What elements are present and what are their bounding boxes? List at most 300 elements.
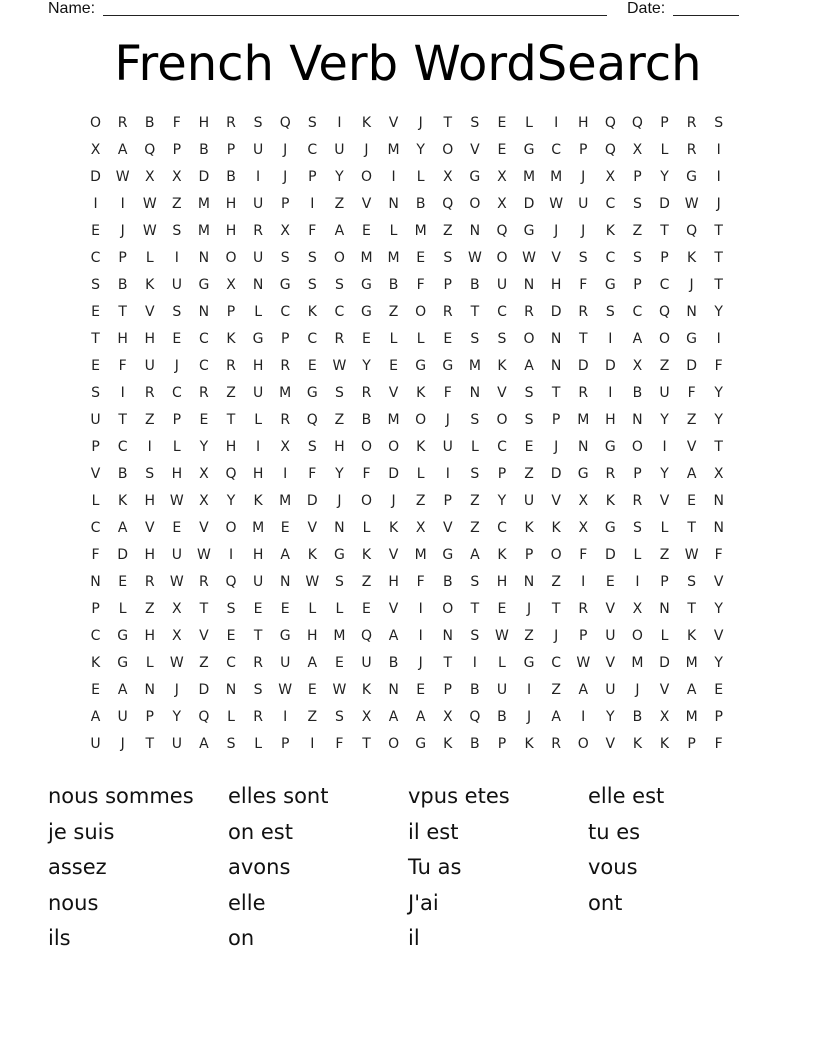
grid-letter: A (470, 547, 480, 563)
grid-letter: O (360, 439, 372, 455)
grid-letter: C (90, 520, 101, 536)
grid-letter: R (551, 736, 561, 752)
grid-letter: P (280, 331, 290, 347)
grid-letter: I (337, 115, 342, 131)
grid-letter: U (171, 547, 182, 563)
grid-letter: E (362, 331, 371, 347)
word-list-item: Tu as (408, 855, 462, 879)
grid-letter: N (198, 304, 210, 320)
grid-letter: W (169, 493, 184, 509)
grid-letter: B (117, 277, 128, 293)
grid-letter: Z (226, 385, 236, 401)
grid-letter: J (716, 196, 721, 212)
grid-letter: K (388, 520, 399, 536)
grid-letter: L (389, 331, 398, 347)
grid-letter: V (605, 655, 616, 671)
grid-letter: E (91, 304, 100, 320)
grid-letter: S (470, 412, 480, 428)
grid-letter: O (496, 250, 508, 266)
grid-letter: S (470, 115, 480, 131)
grid-letter: R (578, 385, 589, 401)
grid-letter: G (604, 520, 616, 536)
grid-letter: P (660, 574, 669, 590)
grid-letter: N (198, 250, 210, 266)
grid-letter: P (633, 466, 642, 482)
grid-letter: J (689, 277, 694, 293)
grid-letter: F (362, 466, 371, 482)
grid-letter: V (388, 601, 399, 617)
grid-letter: S (91, 385, 100, 401)
grid-letter: O (333, 250, 345, 266)
grid-row (82, 704, 734, 731)
grid-letter: J (283, 142, 288, 158)
grid-letter: W (576, 655, 591, 671)
grid-letter: I (256, 439, 261, 455)
grid-letter: E (172, 331, 182, 347)
grid-letter: J (418, 115, 423, 131)
grid-letter: X (442, 169, 453, 185)
grid-letter: M (468, 358, 481, 374)
grid-letter: F (443, 385, 452, 401)
grid-letter: H (307, 628, 318, 644)
grid-letter: Z (551, 682, 561, 698)
grid-letter: R (280, 412, 291, 428)
grid-letter: W (495, 628, 509, 644)
grid-letter: B (497, 709, 507, 725)
grid-letter: I (662, 439, 667, 455)
grid-letter: P (118, 250, 127, 266)
grid-letter: U (171, 736, 182, 752)
grid-letter: H (550, 277, 562, 293)
grid-row (82, 110, 734, 137)
grid-letter: D (198, 169, 210, 185)
grid-letter: U (578, 196, 589, 212)
grid-letter: P (91, 601, 100, 617)
grid-letter: T (714, 439, 723, 455)
grid-letter: W (169, 574, 184, 590)
grid-row (82, 488, 734, 515)
grid-letter: H (605, 412, 616, 428)
grid-letter: E (91, 358, 100, 374)
grid-letter: J (554, 223, 559, 239)
grid-letter: K (361, 547, 372, 563)
grid-letter: P (579, 628, 588, 644)
word-list-item: je suis (48, 819, 115, 844)
grid-letter: M (387, 250, 400, 266)
grid-letter: Y (714, 412, 723, 428)
grid-letter: C (497, 520, 507, 536)
grid-letter: C (90, 628, 101, 644)
grid-letter: U (90, 736, 101, 752)
grid-letter: T (118, 412, 127, 428)
grid-letter: P (579, 142, 588, 158)
grid-letter: H (225, 223, 237, 239)
grid-letter: G (604, 277, 616, 293)
grid-letter: Q (198, 709, 210, 725)
grid-letter: E (714, 682, 724, 698)
grid-letter: V (442, 520, 453, 536)
grid-letter: Y (335, 169, 344, 185)
grid-letter: I (120, 385, 125, 401)
grid-letter: O (577, 736, 589, 752)
grid-letter: R (686, 115, 697, 131)
grid-letter: G (686, 169, 698, 185)
grid-letter: G (361, 277, 372, 293)
grid-letter: S (307, 115, 317, 131)
grid-letter: V (551, 493, 561, 509)
grid-letter: K (253, 493, 263, 509)
grid-letter: G (415, 358, 427, 374)
grid-letter: U (659, 385, 670, 401)
grid-letter: Q (144, 142, 156, 158)
grid-letter: A (524, 358, 534, 374)
grid-letter: J (581, 169, 586, 185)
grid-letter: B (470, 277, 480, 293)
grid-letter: H (144, 547, 155, 563)
word-list (48, 779, 768, 957)
grid-letter: L (145, 250, 154, 266)
word-list-item: ils (48, 926, 71, 950)
grid-letter: H (252, 466, 264, 482)
grid-letter: Y (714, 304, 723, 320)
grid-letter: Z (442, 223, 453, 239)
grid-letter: W (522, 250, 536, 266)
grid-letter: A (632, 331, 643, 347)
grid-letter: L (227, 709, 235, 725)
grid-letter: Q (496, 223, 508, 239)
grid-letter: R (226, 358, 236, 374)
grid-letter: H (144, 493, 155, 509)
word-list-item: vous (588, 855, 638, 879)
grid-letter: P (660, 115, 669, 131)
grid-letter: X (632, 358, 643, 374)
grid-letter: H (225, 196, 237, 212)
grid-row (82, 596, 734, 623)
grid-letter: R (253, 709, 263, 725)
grid-letter: G (279, 277, 291, 293)
grid-letter: S (470, 628, 480, 644)
grid-letter: W (169, 655, 184, 671)
grid-letter: B (632, 709, 643, 725)
grid-letter: O (360, 169, 372, 185)
grid-letter: L (416, 466, 425, 482)
word-list-item: elle est (588, 784, 665, 808)
grid-letter: K (497, 358, 507, 374)
grid-letter: S (253, 115, 263, 131)
grid-letter: Z (659, 358, 670, 374)
grid-letter: M (550, 169, 563, 185)
grid-letter: T (145, 736, 155, 752)
grid-letter: G (279, 628, 291, 644)
grid-letter: Z (415, 493, 426, 509)
grid-letter: K (443, 736, 453, 752)
grid-letter: L (498, 655, 506, 671)
grid-letter: V (551, 250, 561, 266)
grid-letter: M (360, 250, 373, 266)
grid-letter: I (716, 169, 721, 185)
grid-letter: A (199, 736, 209, 752)
grid-letter: F (308, 223, 317, 239)
grid-letter: V (713, 628, 724, 644)
grid-letter: P (280, 196, 290, 212)
grid-letter: T (660, 223, 669, 239)
grid-letter: S (578, 250, 588, 266)
grid-letter: H (577, 115, 589, 131)
grid-letter: J (581, 223, 586, 239)
grid-letter: Z (632, 223, 643, 239)
grid-letter: D (388, 466, 399, 482)
grid-letter: Z (307, 709, 318, 725)
grid-letter: P (443, 682, 452, 698)
grid-letter: X (497, 169, 507, 185)
grid-letter: P (524, 547, 534, 563)
grid-letter: U (171, 277, 182, 293)
grid-letter: R (144, 574, 155, 590)
grid-letter: N (523, 277, 535, 293)
word-list-item: tu es (588, 819, 641, 844)
grid-letter: C (280, 304, 291, 320)
grid-letter: O (631, 439, 643, 455)
grid-letter: K (361, 682, 372, 698)
grid-letter: V (144, 304, 155, 320)
grid-letter: P (714, 709, 723, 725)
grid-letter: W (684, 547, 699, 563)
grid-letter: X (442, 709, 453, 725)
grid-letter: I (147, 439, 152, 455)
grid-letter: Y (714, 601, 723, 617)
grid-letter: K (361, 115, 372, 131)
word-list-item: ont (588, 890, 623, 915)
grid-letter: Z (470, 493, 480, 509)
grid-letter: Z (144, 601, 155, 617)
grid-letter: K (90, 655, 101, 671)
grid-letter: Q (469, 709, 481, 725)
grid-letter: S (280, 250, 290, 266)
grid-letter: T (687, 520, 696, 536)
grid-letter: H (144, 331, 155, 347)
grid-letter: R (253, 655, 263, 671)
grid-letter: T (578, 331, 588, 347)
grid-letter: I (310, 196, 315, 212)
grid-letter: W (332, 682, 347, 698)
grid-letter: S (307, 250, 317, 266)
grid-letter: E (416, 250, 426, 266)
grid-letter: Y (172, 709, 182, 725)
grid-letter: D (659, 655, 670, 671)
grid-letter: C (117, 439, 128, 455)
grid-letter: B (199, 142, 209, 158)
grid-letter: S (524, 385, 534, 401)
grid-letter: F (335, 736, 344, 752)
grid-letter: M (387, 142, 400, 158)
grid-letter: K (687, 628, 697, 644)
grid-letter: I (310, 736, 315, 752)
grid-letter: A (388, 709, 399, 725)
grid-letter: Y (660, 466, 669, 482)
grid-letter: M (577, 412, 590, 428)
grid-letter: G (523, 223, 535, 239)
grid-letter: O (523, 331, 535, 347)
grid-letter: L (335, 601, 344, 617)
grid-row (82, 137, 734, 164)
grid-letter: R (199, 574, 209, 590)
grid-letter: A (578, 682, 589, 698)
grid-letter: Z (334, 196, 345, 212)
grid-letter: W (332, 358, 347, 374)
grid-letter: E (91, 223, 100, 239)
grid-letter: Q (442, 196, 454, 212)
grid-letter: Z (551, 574, 561, 590)
grid-letter: Y (199, 439, 209, 455)
grid-letter: I (445, 466, 450, 482)
grid-letter: H (117, 331, 128, 347)
grid-letter: R (199, 385, 209, 401)
grid-letter: J (174, 682, 179, 698)
grid-letter: Z (388, 304, 399, 320)
letter-grid (82, 110, 734, 758)
grid-letter: P (633, 169, 642, 185)
grid-letter: M (197, 223, 210, 239)
grid-letter: D (198, 682, 210, 698)
grid-letter: X (361, 709, 372, 725)
grid-letter: A (117, 682, 128, 698)
grid-letter: W (197, 547, 211, 563)
grid-letter: S (307, 277, 317, 293)
grid-letter: L (254, 736, 263, 752)
grid-letter: J (418, 655, 423, 671)
grid-letter: N (144, 682, 155, 698)
grid-letter: B (144, 115, 155, 131)
grid-letter: Z (144, 412, 155, 428)
grid-letter: L (172, 439, 181, 455)
grid-letter: D (306, 493, 318, 509)
grid-letter: G (333, 547, 345, 563)
grid-letter: S (632, 520, 642, 536)
grid-letter: N (469, 385, 481, 401)
grid-letter: N (713, 493, 724, 509)
grid-letter: C (226, 655, 236, 671)
grid-letter: L (660, 142, 669, 158)
grid-letter: O (415, 304, 427, 320)
grid-letter: Z (172, 196, 182, 212)
grid-letter: S (145, 466, 155, 482)
grid-row (82, 407, 734, 434)
grid-letter: G (198, 277, 210, 293)
page-title: French Verb WordSearch (114, 36, 702, 92)
grid-letter: E (497, 115, 507, 131)
grid-letter: Q (225, 466, 237, 482)
grid-letter: W (278, 682, 293, 698)
grid-letter: K (416, 439, 426, 455)
grid-letter: T (199, 601, 209, 617)
grid-letter: E (443, 331, 453, 347)
grid-letter: T (470, 304, 480, 320)
grid-letter: F (579, 547, 588, 563)
grid-letter: S (226, 736, 236, 752)
grid-letter: V (144, 520, 155, 536)
grid-letter: K (524, 736, 534, 752)
grid-row (82, 650, 734, 677)
grid-letter: S (226, 601, 236, 617)
grid-letter: M (279, 385, 292, 401)
grid-letter: E (172, 520, 182, 536)
grid-letter: I (472, 655, 477, 671)
grid-letter: U (252, 142, 264, 158)
grid-row (82, 434, 734, 461)
grid-letter: C (90, 250, 101, 266)
grid-letter: E (307, 682, 317, 698)
grid-letter: J (174, 358, 179, 374)
grid-letter: L (91, 493, 100, 509)
grid-letter: S (497, 331, 507, 347)
grid-row (82, 461, 734, 488)
grid-row (82, 191, 734, 218)
grid-letter: S (253, 682, 263, 698)
grid-letter: P (145, 709, 154, 725)
grid-letter: F (687, 385, 696, 401)
grid-letter: H (198, 115, 210, 131)
grid-letter: J (526, 709, 532, 725)
grid-letter: O (90, 115, 102, 131)
grid-row (82, 677, 734, 704)
grid-letter: I (716, 142, 721, 158)
grid-letter: U (90, 412, 101, 428)
grid-letter: Z (199, 655, 209, 671)
grid-row (82, 731, 734, 758)
grid-letter: U (144, 358, 155, 374)
grid-letter: Z (524, 628, 534, 644)
grid-letter: N (686, 304, 697, 320)
grid-letter: Q (686, 223, 698, 239)
grid-letter: Q (659, 304, 671, 320)
grid-letter: U (117, 709, 128, 725)
grid-letter: G (306, 385, 318, 401)
grid-letter: J (120, 223, 125, 239)
grid-letter: X (415, 520, 426, 536)
grid-row (82, 164, 734, 191)
grid-letter: I (716, 331, 721, 347)
grid-letter: D (90, 169, 101, 185)
grid-letter: K (416, 385, 426, 401)
grid-row (82, 326, 734, 353)
grid-letter: R (117, 115, 128, 131)
grid-letter: L (389, 223, 398, 239)
grid-letter: H (171, 466, 183, 482)
grid-letter: I (256, 169, 261, 185)
grid-letter: P (633, 277, 642, 293)
grid-letter: K (605, 223, 615, 239)
grid-letter: D (550, 466, 562, 482)
grid-letter: Z (361, 574, 372, 590)
grid-letter: P (443, 493, 452, 509)
grid-letter: R (144, 385, 155, 401)
grid-letter: K (551, 520, 561, 536)
grid-letter: F (91, 547, 100, 563)
grid-letter: S (632, 250, 642, 266)
date-label: Date: (627, 0, 666, 17)
grid-letter: Z (470, 520, 480, 536)
grid-letter: K (687, 250, 697, 266)
grid-letter: V (659, 493, 670, 509)
grid-letter: G (117, 628, 129, 644)
grid-letter: U (361, 655, 372, 671)
grid-letter: V (686, 439, 697, 455)
grid-letter: G (604, 439, 616, 455)
grid-letter: L (470, 439, 479, 455)
grid-letter: O (631, 628, 643, 644)
grid-letter: E (497, 601, 507, 617)
grid-letter: S (172, 223, 182, 239)
